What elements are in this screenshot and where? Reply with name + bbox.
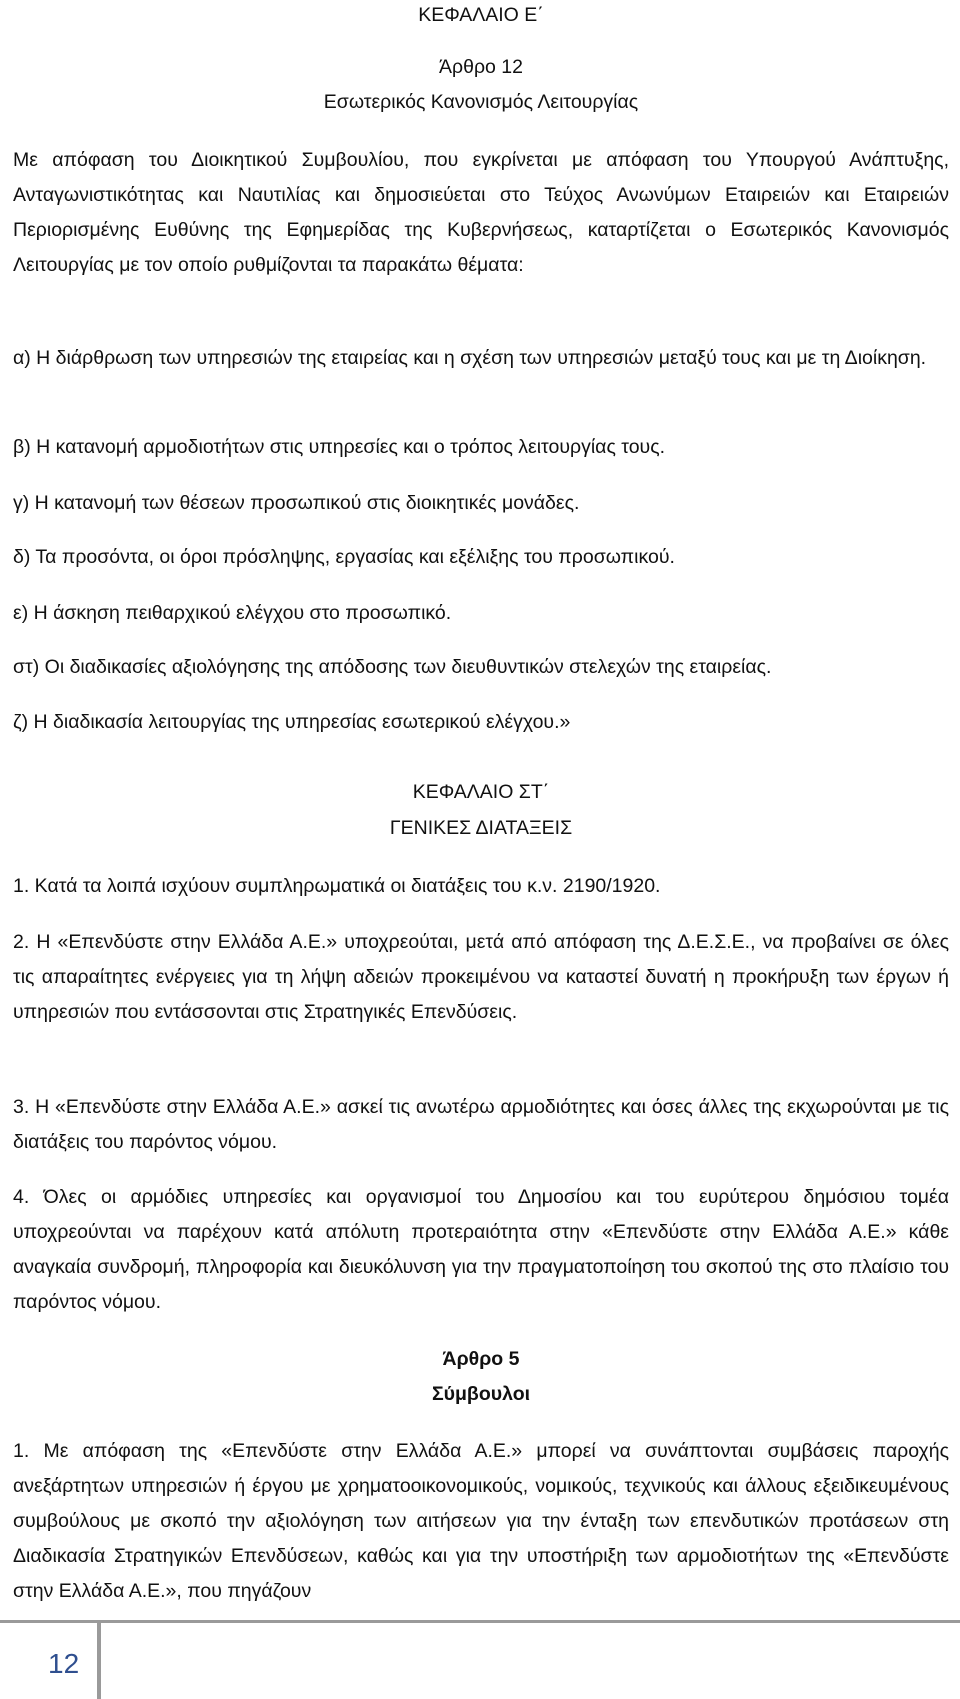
page-footer (0, 1620, 960, 1699)
list-item: α) Η διάρθρωση των υπηρεσιών της εταιρείας και η σχέση των υπηρεσιών μεταξύ τους και με τη Διοίκηση. (13, 347, 927, 369)
chapter-subheading: ΓΕΝΙΚΕΣ ΔΙΑΤΑΞΕΙΣ (389, 817, 573, 839)
footer-divider (0, 1620, 960, 1623)
article-intro-paragraph: Με απόφαση του Διοικητικού Συμβουλίου, που εγκρίνεται με απόφαση του Υπουργού Ανάπτυξης, Ανταγωνιστικότητας και Ναυτιλίας και δημοσιεύεται στο Τεύχος Ανωνύμων Εταιρειών και Εταιρειών Περιορισμένης Ευθύνης της Εφημερίδας της Κυβερνήσεως, καταρτίζεται ο Εσωτερικός Κανονισμός Λειτουργίας με τον οποίο ρυθμίζονται τα παρακάτω θέματα: (13, 149, 949, 276)
footer-vertical-divider (97, 1620, 101, 1699)
chapter-heading: ΚΕΦΑΛΑΙΟ Ε΄ (418, 4, 544, 26)
list-item: ζ) Η διαδικασία λειτουργίας της υπηρεσίας εσωτερικού ελέγχου.» (13, 711, 571, 733)
article-title: Σύμβουλοι (431, 1383, 531, 1405)
chapter-heading: ΚΕΦΑΛΑΙΟ ΣΤ΄ (412, 781, 550, 803)
article-number: Άρθρο 12 (439, 56, 523, 78)
list-item: ε) Η άσκηση πειθαρχικού ελέγχου στο προσωπικό. (13, 602, 452, 624)
general-provision-paragraph: 4. Όλες οι αρμόδιες υπηρεσίες και οργανισμοί του Δημοσίου και του ευρύτερου δημόσιου τομέα υποχρεούνται να παρέχουν κατά απόλυτη προτεραιότητα στην «Επενδύστε στην Ελλάδα Α.Ε.» κάθε αναγκαία συνδρομή, πληροφορία και διευκόλυνση για την πραγματοποίηση του σκοπού της στο πλαίσιο του παρόντος νόμου. (13, 1186, 949, 1313)
page-number: 12 (48, 1648, 80, 1679)
general-provision-paragraph: 2. Η «Επενδύστε στην Ελλάδα Α.Ε.» υποχρεούται, μετά από απόφαση της Δ.Ε.Σ.Ε., να προβαίνει σε όλες τις απαραίτητες ενέργειες για τη λήψη αδειών προκειμένου να καταστεί δυνατή η προκήρυξη των έργων ή υπηρεσιών που εντάσσονται στις Στρατηγικές Επενδύσεις. (13, 931, 949, 1023)
list-item: β) Η κατανομή αρμοδιοτήτων στις υπηρεσίες και ο τρόπος λειτουργίας τους. (13, 436, 666, 458)
list-item: γ) Η κατανομή των θέσεων προσωπικού στις διοικητικές μονάδες. (13, 492, 580, 514)
article-number: Άρθρο 5 (442, 1348, 520, 1370)
general-provision-paragraph: 3. Η «Επενδύστε στην Ελλάδα Α.Ε.» ασκεί τις ανωτέρω αρμοδιότητες και όσες άλλες της εκχωρούνται με τις διατάξεις του παρόντος νόμου. (13, 1096, 949, 1153)
list-item: δ) Τα προσόντα, οι όροι πρόσληψης, εργασίας και εξέλιξης του προσωπικού. (13, 546, 675, 568)
article-paragraph: 1. Με απόφαση της «Επενδύστε στην Ελλάδα Α.Ε.» μπορεί να συνάπτονται συμβάσεις παροχής ανεξάρτητων υπηρεσιών ή έργου με χρηματοοικονομικούς, νομικούς, τεχνικούς και άλλους εξειδικευμένους συμβούλους με σκοπό την αξιολόγηση των αιτήσεων για την ένταξη των επενδυτικών προτάσεων στη Διαδικασία Στρατηγικών Επενδύσεων, καθώς και για την υποστήριξη των αρμοδιοτήτων της «Επενδύστε στην Ελλάδα Α.Ε.», που πηγάζουν (13, 1440, 949, 1602)
general-provision-paragraph: 1. Κατά τα λοιπά ισχύουν συμπληρωματικά οι διατάξεις του κ.ν. 2190/1920. (13, 875, 661, 897)
article-title: Εσωτερικός Κανονισμός Λειτουργίας (323, 91, 639, 113)
list-item: στ) Οι διαδικασίες αξιολόγησης της απόδοσης των διευθυντικών στελεχών της εταιρείας. (13, 656, 772, 678)
